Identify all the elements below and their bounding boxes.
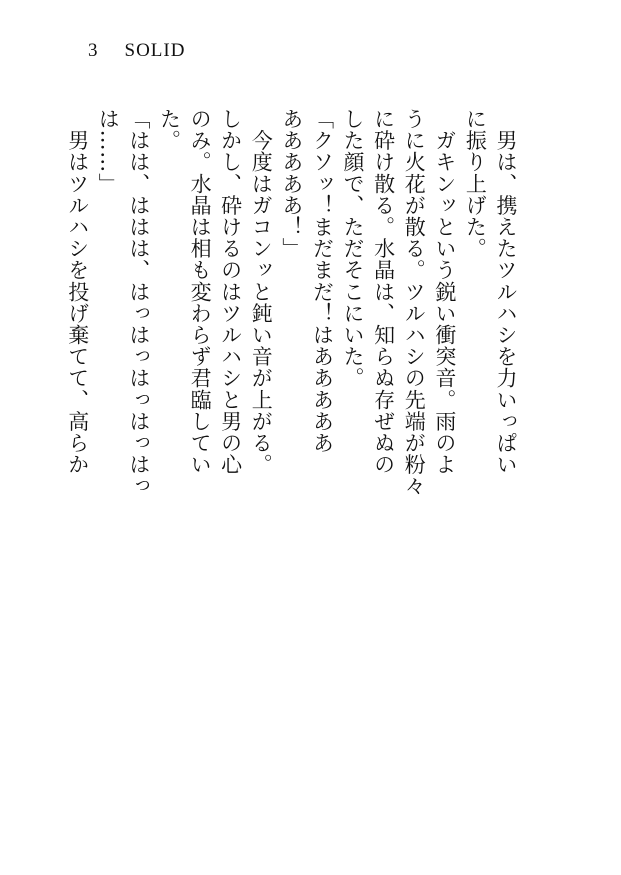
text-line: しかし、砕けるのはツルハシと男の心	[218, 108, 243, 476]
running-title: SOLID	[124, 40, 186, 61]
text-line: 今度はガコンッと鈍い音が上がる。	[249, 108, 274, 476]
text-line: 「クソッ！まだまだ！はあああああ	[310, 108, 335, 454]
text-line: た。	[157, 108, 182, 152]
text-line: 男はツルハシを投げ棄てて、高らか	[65, 108, 90, 476]
text-line: うに火花が散る。ツルハシの先端が粉々	[402, 108, 427, 497]
text-line: あああああ！」	[279, 108, 304, 260]
text-line: のみ。水晶は相も変わらず君臨してい	[188, 108, 213, 476]
page-number: 3	[88, 40, 99, 61]
body-text	[0, 108, 521, 808]
text-line: 男は、携えたツルハシを力いっぱい	[494, 108, 518, 476]
text-line: した顔で、ただそこにいた。	[341, 108, 366, 389]
text-line: は……」	[96, 108, 121, 195]
text-line: ガキンッという鋭い衝突音。雨のよ	[432, 108, 457, 476]
page-header	[88, 40, 185, 62]
text-line: に砕け散る。水晶は、知らぬ存ぜぬの	[371, 108, 396, 476]
text-line: に振り上げた。	[463, 108, 488, 260]
text-line: 「はは、ははは、はっはっはっはっはっ	[126, 108, 151, 497]
